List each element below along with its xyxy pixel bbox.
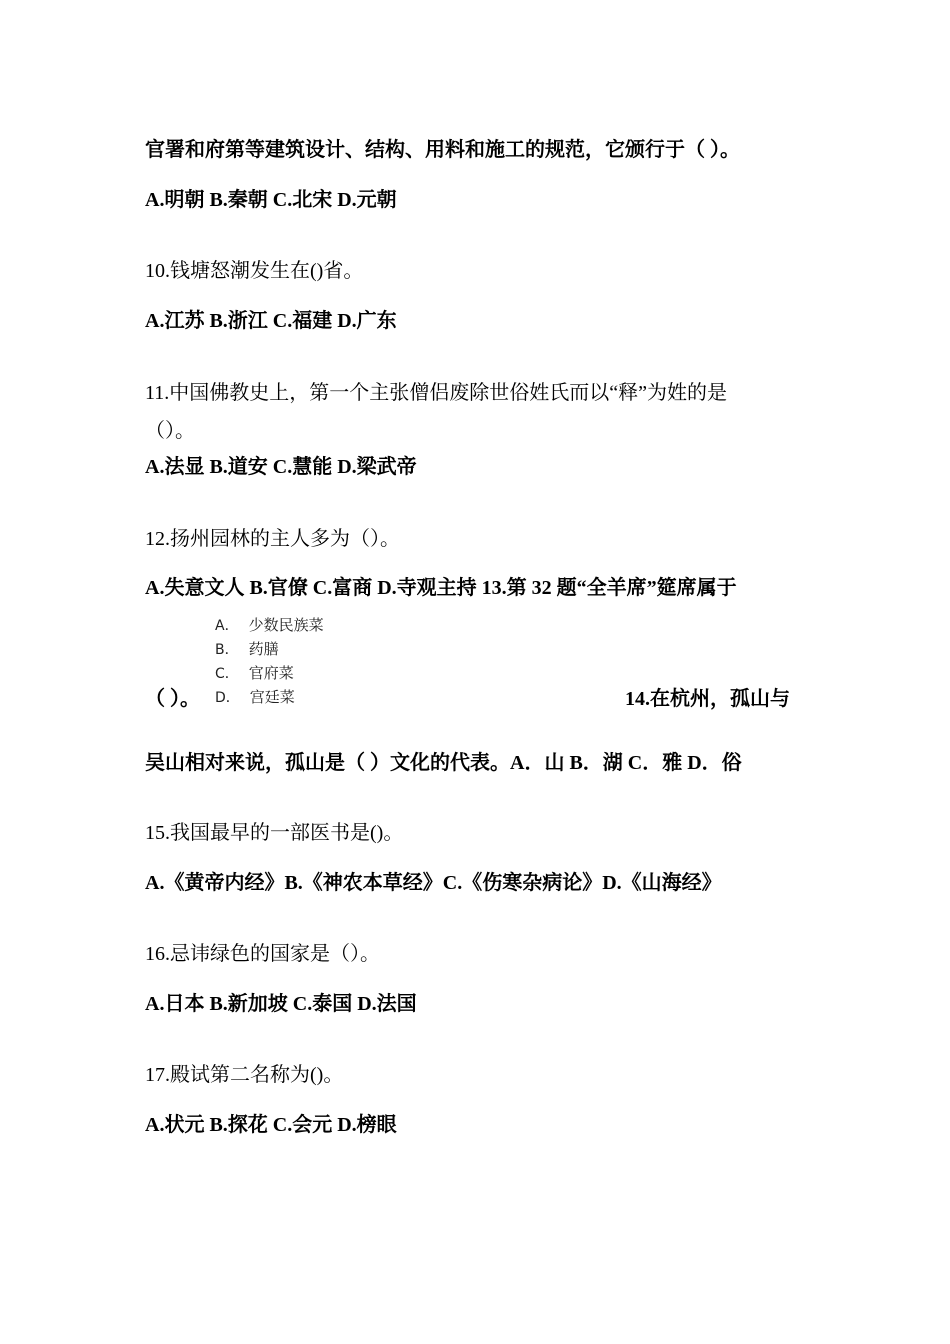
choice-text: 药膳	[248, 642, 279, 658]
choice-letter: B．	[215, 642, 239, 658]
question-12-options: A.失意文人 B.官僚 C.富商 D.寺观主持 13.第 32 题“全羊席”筵席属于	[145, 577, 737, 599]
question-15-options: A.《黄帝内经》B.《神农本草经》C.《伤寒杂病论》D.《山海经》	[145, 872, 722, 894]
question-17-stem: 17.殿试第二名称为()。	[145, 1064, 344, 1086]
question-13-choice-c	[215, 664, 294, 684]
question-13-choice-d	[215, 688, 295, 708]
question-17-options: A.状元 B.探花 C.会元 D.榜眼	[145, 1114, 397, 1136]
question-15-stem: 15.我国最早的一部医书是()。	[145, 822, 404, 844]
choice-letter: A．	[215, 618, 239, 634]
question-13-choice-a	[215, 616, 324, 636]
question-9-options: A.明朝 B.秦朝 C.北宋 D.元朝	[145, 189, 397, 211]
question-16-stem: 16.忌讳绿色的国家是（）。	[145, 943, 380, 965]
question-12-stem: 12.扬州园林的主人多为（）。	[145, 528, 400, 550]
choice-text: 少数民族菜	[248, 618, 324, 634]
choice-text: 宫廷菜	[249, 690, 295, 706]
question-10-options: A.江苏 B.浙江 C.福建 D.广东	[145, 310, 397, 332]
question-11-stem: 11.中国佛教史上，第一个主张僧侣废除世俗姓氏而以“释”为姓的是	[145, 382, 728, 404]
question-10-stem: 10.钱塘怒潮发生在()省。	[145, 260, 364, 282]
question-9-stem-tail: 官署和府第等建筑设计、结构、用料和施工的规范，它颁行于（ ）。	[145, 139, 740, 161]
question-14-stem-head: 14.在杭州，孤山与	[625, 688, 790, 710]
choice-text: 官府菜	[248, 666, 294, 682]
question-11-stem-cont: （）。	[145, 420, 195, 442]
question-16-options: A.日本 B.新加坡 C.泰国 D.法国	[145, 993, 417, 1015]
question-13-choice-b	[215, 640, 279, 660]
question-14-stem: 吴山相对来说，孤山是（ ）文化的代表。A．山 B．湖 C．雅 D．俗	[145, 752, 742, 774]
choice-letter: D．	[215, 690, 240, 706]
question-13-stem-tail: （ ）。	[145, 688, 200, 710]
question-11-options: A.法显 B.道安 C.慧能 D.梁武帝	[145, 456, 417, 478]
choice-letter: C．	[215, 666, 239, 682]
